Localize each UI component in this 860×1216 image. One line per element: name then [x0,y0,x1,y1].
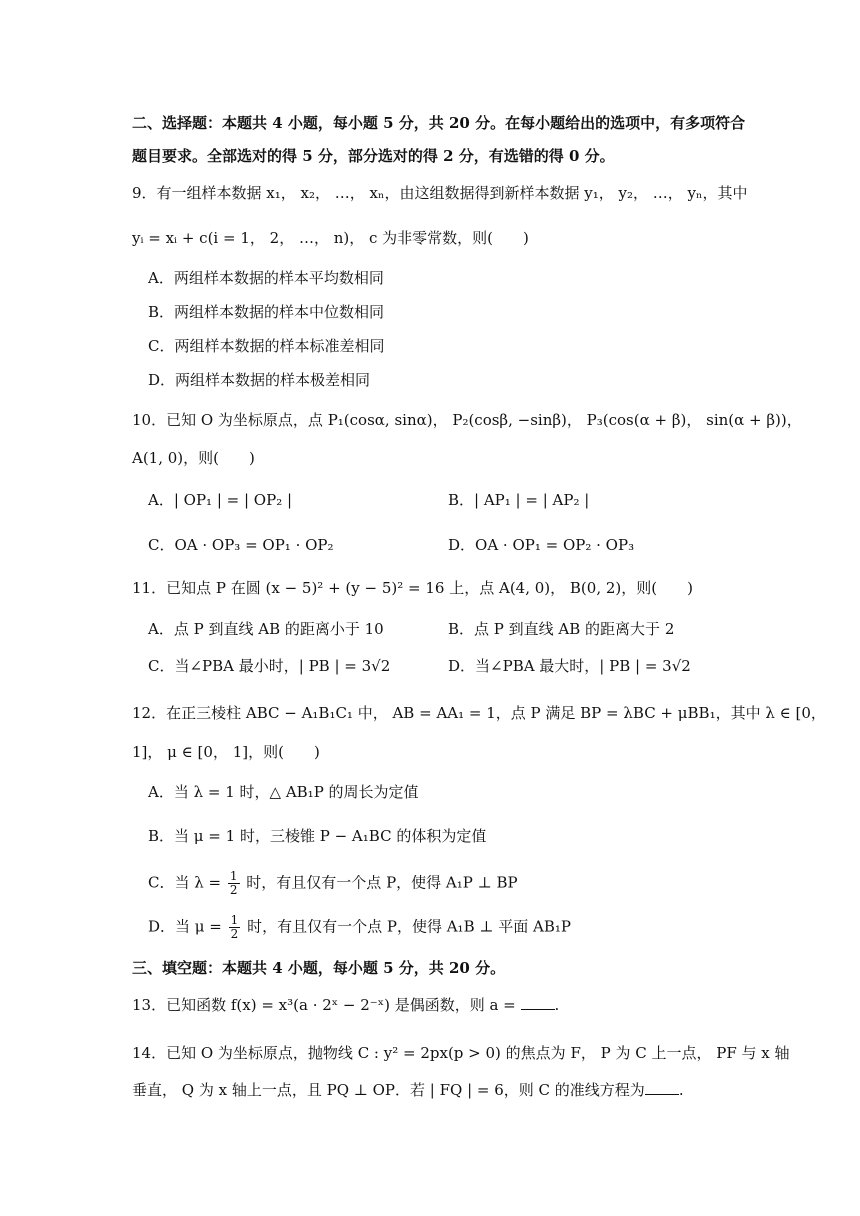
fraction-one-half [228,870,240,897]
q11-option-d: D．当∠PBA 最大时，| PB | = 3√2 [448,657,691,675]
q12-option-c [148,870,518,897]
q9-option-d: D．两组样本数据的样本极差相同 [148,371,371,389]
q12-option-d [148,914,571,941]
q11-option-c: C．当∠PBA 最小时，| PB | = 3√2 [148,657,391,675]
q13-text: 13．已知函数 f(x) = x³(a · 2ˣ − 2⁻ˣ) 是偶函数，则 a = [132,996,516,1014]
fraction-denominator: 2 [229,883,238,897]
q14-period: . [678,1081,684,1099]
q9-option-c: C．两组样本数据的样本标准差相同 [148,337,385,355]
q9-stem-line2: yᵢ = xᵢ + c(i = 1， 2， …， n)， c 为非零常数，则( ) [132,229,529,247]
fraction-denominator: 2 [230,927,239,941]
fraction-one-half [229,914,241,941]
q14-stem-line2 [132,1080,684,1100]
q13-stem [132,995,559,1015]
q10-option-c: C．OA · OP₃ = OP₁ · OP₂ [148,536,334,554]
q12-option-c-prefix: C．当 λ = [148,873,222,892]
q12-option-c-suffix: 时，有且仅有一个点 P，使得 A₁P ⊥ BP [246,873,518,892]
fraction-numerator: 1 [230,913,239,927]
q11-option-b: B．点 P 到直线 AB 的距离大于 2 [448,620,675,638]
section3-heading: 三、填空题：本题共 4 小题，每小题 5 分，共 20 分。 [132,959,506,977]
q10-option-d: D．OA · OP₁ = OP₂ · OP₃ [448,536,635,554]
answer-blank [645,1080,679,1095]
q10-stem-line1: 10．已知 O 为坐标原点，点 P₁(cosα, sinα)， P₂(cosβ, −sinβ)， P₃(cos(α + β)， sin(α + β))， [132,411,802,429]
fraction-numerator: 1 [229,869,238,883]
q11-stem: 11．已知点 P 在圆 (x − 5)² + (y − 5)² = 16 上，点 A(4, 0)， B(0, 2)，则( ) [132,579,693,597]
q10-option-a: A．| OP₁ | = | OP₂ | [148,491,293,509]
q9-stem-line1: 9．有一组样本数据 x₁， x₂， …， xₙ，由这组数据得到新样本数据 y₁， y₂， …， yₙ，其中 [132,184,748,202]
q12-stem-line2: 1]， μ ∈ [0， 1]，则( ) [132,743,320,761]
q14-stem-line1: 14．已知 O 为坐标原点，抛物线 C : y² = 2px(p > 0) 的焦点为 F， P 为 C 上一点， PF 与 x 轴 [132,1044,790,1062]
q10-stem-line2: A(1, 0)，则( ) [132,449,255,467]
q14-text: 垂直， Q 为 x 轴上一点，且 PQ ⊥ OP．若 | FQ | = 6，则 C 的准线方程为 [132,1081,645,1099]
answer-blank [521,995,555,1010]
q10-option-b: B．| AP₁ | = | AP₂ | [448,491,590,509]
q12-option-b: B．当 μ = 1 时，三棱锥 P − A₁BC 的体积为定值 [148,827,487,845]
q13-period: . [554,996,560,1014]
q12-option-d-prefix: D．当 μ = [148,917,222,936]
q12-option-d-suffix: 时，有且仅有一个点 P，使得 A₁B ⊥ 平面 AB₁P [247,917,571,936]
q9-option-a: A．两组样本数据的样本平均数相同 [148,269,384,287]
section2-heading-line1: 二、选择题：本题共 4 小题，每小题 5 分，共 20 分。在每小题给出的选项中，有多项符合 [132,114,746,132]
section2-heading-line2: 题目要求。全部选对的得 5 分，部分选对的得 2 分，有选错的得 0 分。 [132,147,615,165]
q9-option-b: B．两组样本数据的样本中位数相同 [148,303,385,321]
q12-option-a: A．当 λ = 1 时，△ AB₁P 的周长为定值 [148,783,419,801]
q11-option-a: A．点 P 到直线 AB 的距离小于 10 [148,620,384,638]
q12-stem-line1: 12．在正三棱柱 ABC − A₁B₁C₁ 中， AB = AA₁ = 1，点 P 满足 BP = λBC + μBB₁，其中 λ ∈ [0， [132,704,826,722]
